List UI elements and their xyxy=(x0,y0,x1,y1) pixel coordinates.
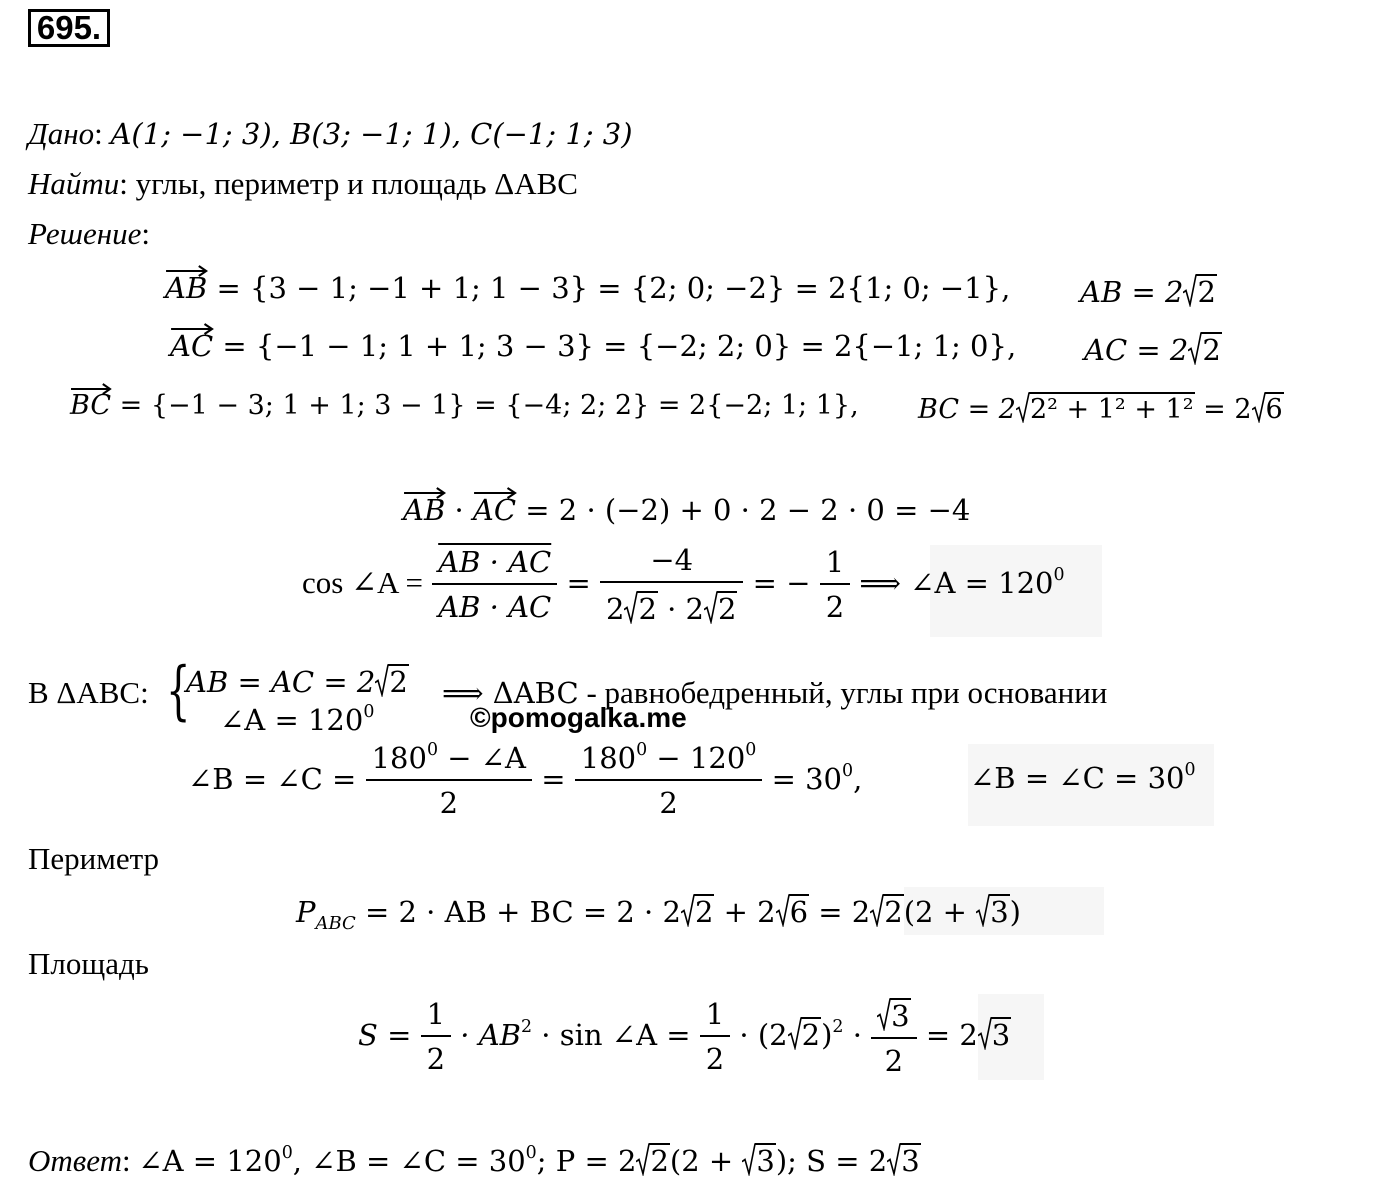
find-text: углы, периметр и площадь ΔABC xyxy=(135,166,578,201)
system-eq1: AB = AC = 2 2 xyxy=(186,665,408,699)
perimeter-label: Периметр xyxy=(28,841,160,876)
find-label: Найти xyxy=(28,166,120,201)
vector-ac-symbol: AC xyxy=(473,496,516,525)
angle-fraction-2: $\frac{180^0 - 120^0}{2}$ xyxy=(575,744,763,818)
answer-label: Ответ xyxy=(28,1143,122,1178)
vector-ac-expr: = {−1 − 1; 1 + 1; 3 − 3} = {−2; 2; 0} = 2{−1; 1; 0}, xyxy=(222,329,1017,363)
cos-fraction-numbers: −4 2 2 · 2 2 xyxy=(600,546,743,624)
dot-product-line: AB · AC = 2 · (−2) + 0 · 2 − 2 · 0 = −4 xyxy=(403,496,970,525)
cos-line: cos ∠A = $\frac{AB \cdot AC}{AB \cdot AC}$ = −4 2 2 · 2 2 = − $\frac{1}{2}$ ⟹ ∠A = $120^0$ xyxy=(302,543,1065,626)
vector-bc-line xyxy=(70,392,859,419)
dot-product-expr: = 2 · (−2) + 0 · 2 − 2 · 0 = −4 xyxy=(525,493,971,527)
length-bc: BC = 2 2² + 1² + 1² = 2 6 xyxy=(918,394,1283,425)
answer-line: Ответ: ∠A = $120^0$, ∠B = ∠C = $30^0$; P = 2 2(2 + 3); S = 2 3 xyxy=(28,1142,920,1178)
cos-fraction-vectors: $\frac{AB \cdot AC}{AB \cdot AC}$ xyxy=(432,548,557,622)
perimeter-formula: $P_{ABC} = 2$ · AB + BC = 2 · 2 2 + 2 6 = 2 2(2 + 3) xyxy=(296,895,1021,935)
area-half-2: $\frac{1}{2}$ xyxy=(700,1000,730,1074)
system-brace: { xyxy=(166,654,191,728)
area-half-1: $\frac{1}{2}$ xyxy=(421,1000,451,1074)
area-sqrt3-half: $\frac{3}{2}$ xyxy=(871,998,916,1076)
system-eq2: ∠A = $120^0$ xyxy=(220,701,375,737)
isosceles-conclusion: ⟹ ΔABC - равнобедренный, углы при основании xyxy=(442,675,1108,710)
vector-bc-symbol: BC xyxy=(70,392,111,419)
problem-number: 695. xyxy=(28,9,110,47)
find-line: Найти: углы, периметр и площадь ΔABC xyxy=(28,166,578,201)
vector-ac-symbol: AC xyxy=(170,332,213,361)
angles-bc-result: ∠B = ∠C = $30^0$ xyxy=(970,759,1196,795)
vector-ab-symbol: AB xyxy=(165,274,207,303)
length-ab: AB = 2 2 xyxy=(1080,275,1216,309)
given-line: Дано: A(1; −1; 3), B(3; −1; 1), C(−1; 1; 3) xyxy=(28,116,633,151)
vector-ac-line xyxy=(170,329,1017,363)
area-label: Площадь xyxy=(28,946,149,981)
isosceles-prefix: В ΔABC: xyxy=(28,675,149,710)
angle-a-result: ⟹ ∠A = $120^0$ xyxy=(859,564,1065,600)
length-ac: AC = 2 2 xyxy=(1084,333,1221,367)
given-label: Дано xyxy=(28,116,95,151)
vector-ab-line xyxy=(165,271,1011,305)
solution-label: Решение: xyxy=(28,216,150,251)
vector-ab-symbol: AB xyxy=(403,496,445,525)
watermark: ©pomogalka.me xyxy=(470,702,687,733)
angle-fraction-1: $\frac{180^0 - \angle A}{2}$ xyxy=(366,744,532,818)
cos-fraction-half: $\frac{1}{2}$ xyxy=(820,548,850,622)
given-points: A(1; −1; 3), B(3; −1; 1), C(−1; 1; 3) xyxy=(110,117,633,151)
angles-bc-line: ∠B = ∠C = $\frac{180^0 - \angle A}{2}$ = $\frac{180^0 - 120^0}{2}$ = $30^0$, xyxy=(188,739,863,820)
vector-bc-expr: = {−1 − 3; 1 + 1; 3 − 1} = {−4; 2; 2} = 2{−2; 1; 1}, xyxy=(119,390,859,421)
area-formula: S = $\frac{1}{2}$ · $AB^2 \cdot \sin$ ∠A = $\frac{1}{2}$ · (2 2)$^2$ · $\frac{3}{2}$ = 2 3 xyxy=(358,997,1011,1078)
vector-ab-expr: = {3 − 1; −1 + 1; 1 − 3} = {2; 0; −2} = 2{1; 0; −1}, xyxy=(216,271,1011,305)
